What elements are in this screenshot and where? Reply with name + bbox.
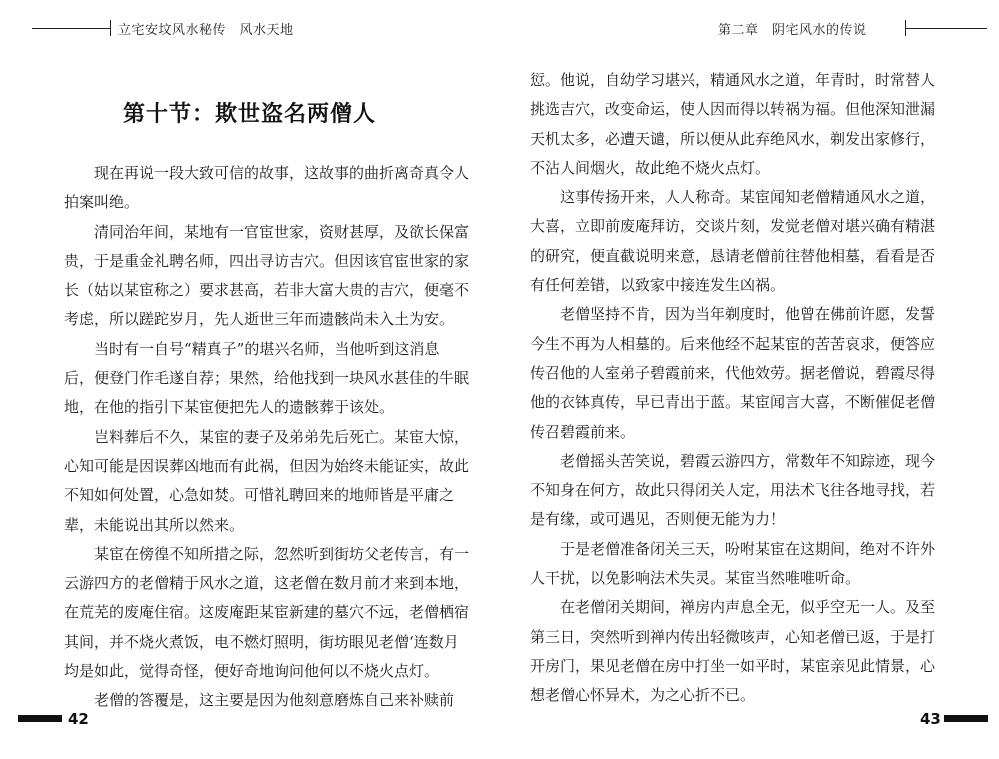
text-line: 有任何差错，以致家中接连发生凶祸。: [530, 276, 786, 295]
text-line: 想老僧心怀异术，为之心折不已。: [530, 686, 756, 705]
text-line: 大喜，立即前废庵拜访，交谈片刻，发觉老僧对堪兴确有精湛: [530, 217, 936, 236]
section-title: 第十节：欺世盗名两僧人: [122, 102, 376, 127]
header-rule-left: [32, 28, 110, 29]
text-line: 拍案叫绝。: [64, 193, 140, 212]
text-line: 在老僧闭关期间，禅房内声息全无，似乎空无一人。及至: [560, 598, 936, 617]
header-rule-right: [905, 28, 987, 29]
text-line: 清同治年间，某地有一官宦世家，资财甚厚，及欲长保富: [94, 222, 470, 241]
text-line: 其间，并不烧火煮饭，电不燃灯照明，街坊眼见老僧‘连数月: [64, 632, 459, 651]
running-head-left: 立宅安坟风水秘传 风水天地: [118, 23, 294, 38]
text-line: 的研究，便直截说明来意，恳请老僧前往替他相墓，看看是否: [530, 246, 936, 265]
folio-bar-right: [944, 715, 988, 722]
text-line: 老僧摇头苦笑说，碧霞云游四方，常数年不知踪迹，现今: [560, 451, 936, 470]
text-line: 心知可能是因误葬凶地而有此祸，但因为始终未能证实，故此: [64, 456, 470, 475]
text-line: 贵，于是重金礼聘名师，四出寻访吉穴。但因该官宦世家的家: [64, 251, 470, 270]
text-line: 挑选吉穴，改变命运，使人因而得以转祸为福。但他深知泄漏: [530, 100, 936, 119]
text-line: 老僧坚持不肯，因为当年剃度时，他曾在佛前许愿，发誓: [560, 305, 936, 324]
text-line: 是有缘，或可遇见，否则便无能为力！: [530, 510, 786, 529]
text-line: 后，便登门作毛遂自荐；果然，给他找到一块风水甚佳的牛眠: [64, 369, 470, 388]
text-line: 当时有一自号“精真子”的堪兴名师，当他听到这消息: [94, 339, 440, 358]
text-line: 现在再说一段大致可信的故事，这故事的曲折离奇真令人: [94, 164, 470, 182]
text-line: 今生不再为人相墓的。后来他经不起某宦的苦苦哀求，便答应: [530, 334, 936, 353]
text-line: 均是如此，觉得奇怪，便好奇地询问他何以不烧火点灯。: [64, 662, 440, 681]
page-number-right: 43: [920, 710, 941, 728]
text-line: 传召碧霞前来。: [530, 422, 636, 441]
right-body-text: [530, 66, 955, 711]
text-line: 开房门，果见老僧在房中打坐一如平时，某宦亲见此情景，心: [530, 656, 936, 675]
folio-bar-left: [18, 715, 62, 722]
right-page: [500, 0, 999, 759]
running-head-right: 第二章 阴宅风水的传说: [718, 23, 867, 38]
text-line: 不知身在何方，故此只得闭关人定，用法术飞往各地寻找，若: [530, 481, 936, 500]
text-line: 天机太多，必遭天谴，所以便从此弃绝风水，剃发出家修行，: [530, 129, 936, 148]
text-line: 考虑，所以蹉跎岁月，先人逝世三年而遗骸尚未入土为安。: [64, 310, 455, 329]
text-line: 云游四方的老僧精于风水之道，这老僧在数月前才来到本地，: [64, 574, 470, 593]
header-tick-left: [110, 20, 111, 36]
text-line: 长（姑以某宦称之）要求甚高，若非大富大贵的吉穴，便毫不: [64, 281, 470, 300]
text-line: 地，在他的指引下某宦便把先人的遗骸葬于该处。: [64, 398, 395, 417]
text-line: 这事传扬开来，人人称奇。某宦闻知老僧精通风水之道，: [560, 188, 936, 207]
text-line: 人干扰，以免影响法术失灵。某宦当然唯唯听命。: [530, 569, 861, 588]
text-line: 第三日，突然听到禅内传出轻微咳声，心知老僧已返，于是打: [530, 627, 936, 646]
text-line: 辈，未能说出其所以然来。: [64, 515, 245, 534]
page-number-left: 42: [68, 710, 89, 728]
text-line: 在荒芜的废庵住宿。这废庵距某宦新建的墓穴不远，老僧栖宿: [64, 603, 470, 622]
text-line: 某宦在傍徨不知所措之际，忽然听到街坊父老传言，有一: [94, 544, 470, 563]
text-line: 愆。他说，自幼学习堪兴，精通风水之道，年青时，时常替人: [530, 71, 936, 89]
text-line: 于是老僧准备闭关三天，吩咐某宦在这期间，绝对不许外: [560, 539, 936, 558]
text-line: 他的衣钵真传，早已青出于蓝。某宦闻言大喜，不断催促老僧: [530, 393, 936, 412]
text-line: 岂料葬后不久，某宦的妻子及弟弟先后死亡。某宦大惊，: [94, 427, 470, 446]
text-line: 不沾人间烟火，故此绝不烧火点灯。: [530, 158, 771, 177]
left-body-text: [64, 159, 484, 716]
text-line: 老僧的答覆是，这主要是因为他刻意磨炼自己来补赎前: [94, 691, 455, 710]
text-line: 不知如何处置，心急如焚。可惜礼聘回来的地师皆是平庸之: [64, 486, 455, 505]
left-page: [0, 0, 499, 759]
text-line: 传召他的人室弟子碧霞前来，代他效劳。据老僧说，碧霞尽得: [530, 363, 936, 382]
